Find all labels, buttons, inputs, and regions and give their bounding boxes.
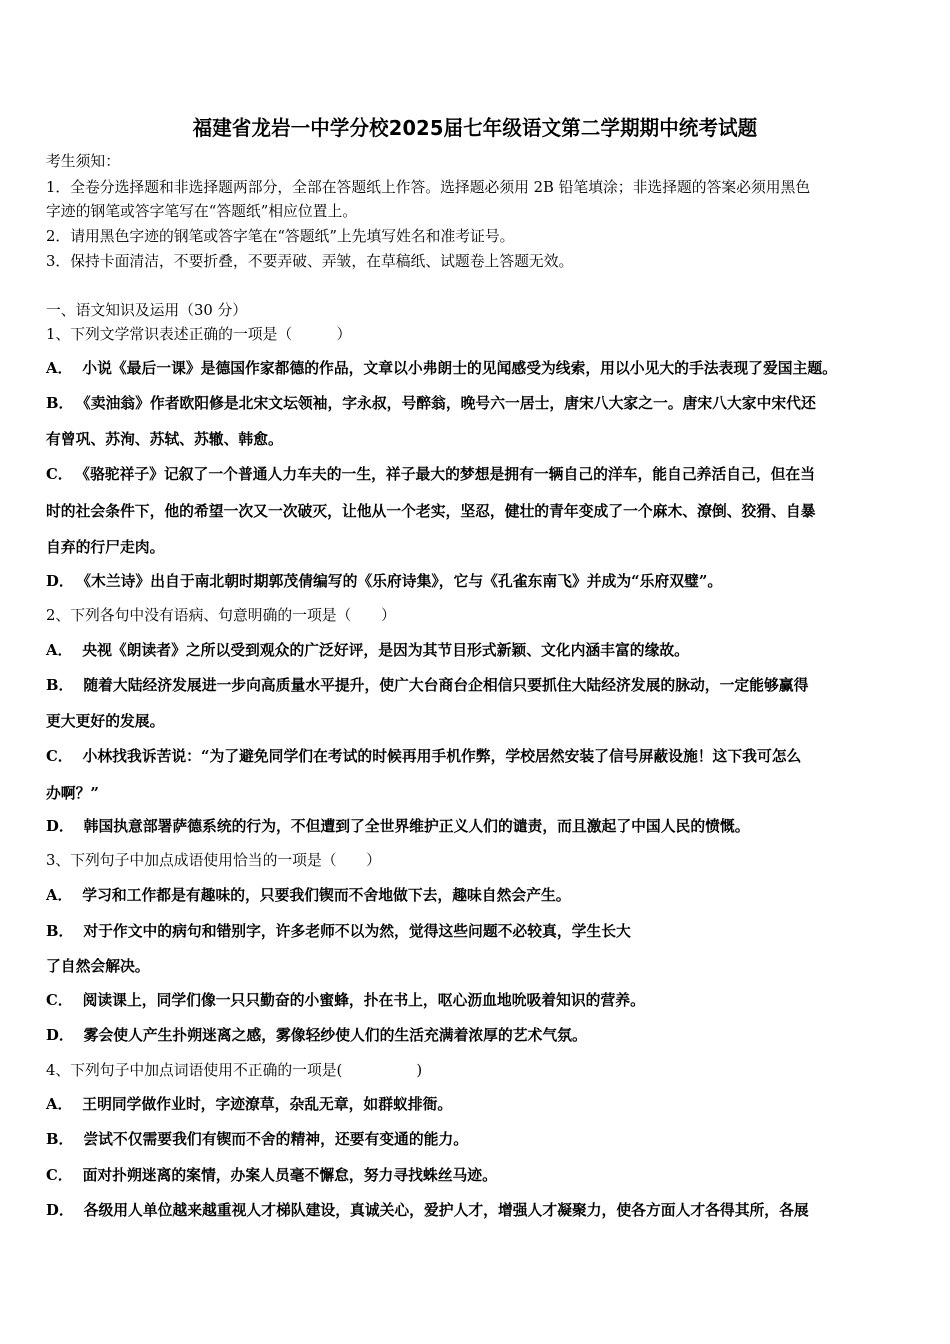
notice-heading: 考生须知： xyxy=(46,153,120,170)
question-stem-1: 1、下列文学常识表述正确的一项是（ ） xyxy=(46,326,352,343)
option-label: B． xyxy=(46,395,74,412)
option-label: B． xyxy=(46,923,74,940)
option-label: B． xyxy=(46,1131,74,1148)
option-label: C． xyxy=(46,748,73,765)
option-text: 韩国执意部署萨德系统的行为，不但遭到了全世界维护正义人们的谴责，而且激起了中国人民的愤慨。 xyxy=(83,818,750,835)
question-stem-4: 4、下列句子中加点词语使用不正确的一项是( ) xyxy=(46,1062,423,1079)
option-label: D． xyxy=(46,818,74,835)
option-3b xyxy=(46,922,631,942)
option-text: 面对扑朔迷离的案情，办案人员毫不懈怠，努力寻找蛛丝马迹。 xyxy=(82,1167,497,1184)
notice-item: 3．保持卡面清洁，不要折叠，不要弄破、弄皱，在草稿纸、试题卷上答题无效。 xyxy=(46,253,574,270)
notice-item: 1．全卷分选择题和非选择题两部分，全部在答题纸上作答。选择题必须用 2B 铅笔填涂；非选择题的答案必须用黑色 xyxy=(46,179,811,196)
option-2b xyxy=(46,676,808,696)
notice-item: 字迹的钢笔或答字笔写在“答题纸”相应位置上。 xyxy=(46,203,358,220)
option-text-cont: 了自然会解决。 xyxy=(46,958,150,975)
option-text-cont: 时的社会条件下，他的希望一次又一次破灭，让他从一个老实，坚忍，健壮的青年变成了一个麻木、潦倒、狡猾、自暴 xyxy=(46,503,816,520)
option-4d xyxy=(46,1201,809,1221)
question-stem-3: 3、下列句子中加点成语使用恰当的一项是（ ） xyxy=(46,852,381,869)
option-text: 小林找我诉苦说：“为了避免同学们在考试的时候再用手机作弊，学校居然安装了信号屏蔽设施！这下我可怎么 xyxy=(82,748,802,765)
option-4a xyxy=(46,1095,452,1115)
option-1d xyxy=(46,572,722,592)
option-text-cont: 更大更好的发展。 xyxy=(46,713,165,730)
option-label: C． xyxy=(46,466,73,483)
option-1b xyxy=(46,394,816,414)
option-2a xyxy=(46,641,689,661)
option-label: D． xyxy=(46,573,74,590)
option-text: 随着大陆经济发展进一步向高质量水平提升，使广大台商台企相信只要抓住大陆经济发展的脉动，一定能够赢得 xyxy=(83,677,809,694)
option-text: 阅读课上，同学们像一只只勤奋的小蜜蜂，扑在书上，呕心沥血地吮吸着知识的营养。 xyxy=(82,992,645,1009)
option-text-cont: 办啊？” xyxy=(46,785,99,802)
option-label: A． xyxy=(46,887,73,904)
option-label: B． xyxy=(46,677,74,694)
option-label: D． xyxy=(46,1027,74,1044)
option-label: A． xyxy=(46,1096,73,1113)
option-3a xyxy=(46,886,571,906)
option-label: C． xyxy=(46,992,73,1009)
option-2d xyxy=(46,817,750,837)
option-1c xyxy=(46,465,815,485)
option-3c xyxy=(46,991,645,1011)
exam-title: 福建省龙岩一中学分校2025届七年级语文第二学期期中统考试题 xyxy=(192,116,758,140)
section-heading: 一、语文知识及运用（30 分） xyxy=(46,302,248,319)
option-1a xyxy=(46,359,837,379)
option-text: 《卖油翁》作者欧阳修是北宋文坛领袖，字永叔，号醉翁，晚号六一居士，唐宋八大家之一。唐宋八大家中宋代还 xyxy=(83,395,816,412)
option-text: 对于作文中的病句和错别字，许多老师不以为然，觉得这些问题不必较真，学生长大 xyxy=(83,923,631,940)
option-text: 各级用人单位越来越重视人才梯队建设，真诚关心，爱护人才，增强人才凝聚力，使各方面人才各得其所，各展 xyxy=(83,1202,809,1219)
option-4c xyxy=(46,1166,497,1186)
option-text-cont: 自弃的行尸走肉。 xyxy=(46,539,165,556)
option-label: A． xyxy=(46,642,73,659)
option-2c xyxy=(46,747,801,767)
option-text: 《木兰诗》出自于南北朝时期郭茂倩编写的《乐府诗集》，它与《孔雀东南飞》并成为“乐府双璧”。 xyxy=(83,573,723,590)
option-text: 央视《朗读者》之所以受到观众的广泛好评，是因为其节目形式新颖、文化内涵丰富的缘故。 xyxy=(82,642,689,659)
question-stem-2: 2、下列各句中没有语病、句意明确的一项是（ ） xyxy=(46,607,396,624)
option-label: A． xyxy=(46,360,73,377)
option-4b xyxy=(46,1130,468,1150)
option-text: 雾会使人产生扑朔迷离之感，雾像轻纱使人们的生活充满着浓厚的艺术气氛。 xyxy=(83,1027,587,1044)
notice-item: 2．请用黑色字迹的钢笔或答字笔在“答题纸”上先填写姓名和准考证号。 xyxy=(46,228,515,245)
option-text: 学习和工作都是有趣味的，只要我们锲而不舍地做下去，趣味自然会产生。 xyxy=(82,887,571,904)
option-text: 小说《最后一课》是德国作家都德的作品，文章以小弗朗士的见闻感受为线索，用以小见大的手法表现了爱国主题。 xyxy=(82,360,837,377)
option-text: 王明同学做作业时，字迹潦草，杂乱无章，如群蚁排衙。 xyxy=(82,1096,453,1113)
option-label: C． xyxy=(46,1167,73,1184)
option-label: D． xyxy=(46,1202,74,1219)
option-text: 《骆驼祥子》记叙了一个普通人力车夫的一生，祥子最大的梦想是拥有一辆自己的洋车，能自己养活自己，但在当 xyxy=(82,466,816,483)
option-text-cont: 有曾巩、苏洵、苏轼、苏辙、韩愈。 xyxy=(46,431,283,448)
option-3d xyxy=(46,1026,587,1046)
option-text: 尝试不仅需要我们有锲而不舍的精神，还要有变通的能力。 xyxy=(83,1131,469,1148)
